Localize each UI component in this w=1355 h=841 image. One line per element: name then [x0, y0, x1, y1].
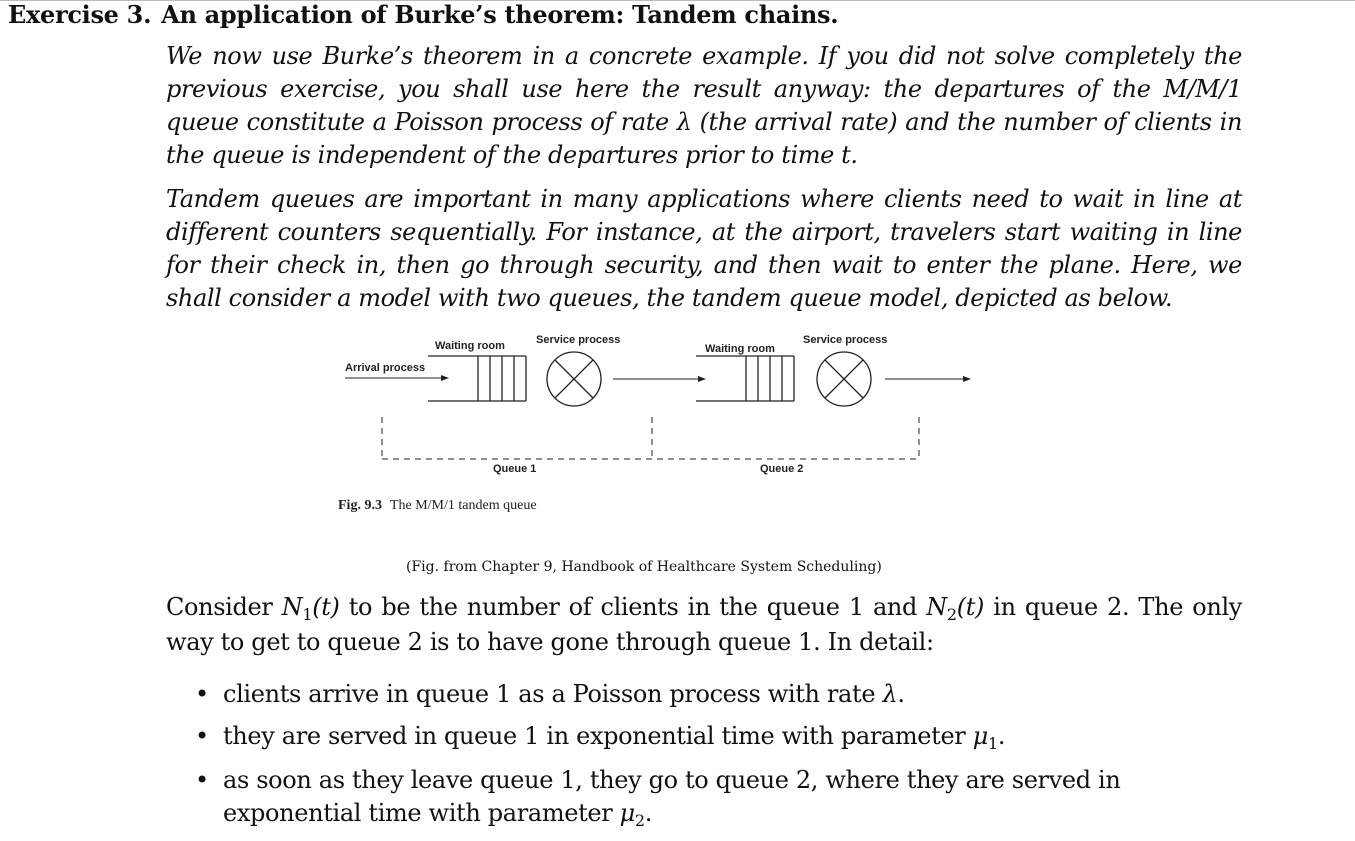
exercise-title: An application of Burke’s theorem: Tandem chains. [161, 0, 839, 29]
consider-text-1: Consider [166, 593, 282, 621]
service-process-2-label: Service process [803, 334, 888, 346]
figure-caption-text: The M/M/1 tandem queue [389, 498, 537, 513]
queue-boundaries [382, 417, 919, 459]
list-item: • they are served in queue 1 in exponential time with parameter $\mu_1$. [195, 720, 1245, 755]
service-process-1-label: Service process [536, 334, 621, 346]
tandem-paragraph: Tandem queues are important in many applications where clients need to wait in line at different counters sequentially. For instance, at the airport, travelers start waiting in line for their check in, then go through security, and then wait to enter the plane. Here, we shall consider a model with two queues, the tandem queue model, depicted as below. [166, 185, 1242, 312]
list-item: • as soon as they leave queue 1, they go to queue 2, where they are served in exponential time with parameter $\mu_2$. [195, 764, 1245, 832]
exercise-heading [8, 0, 838, 29]
service-process-1-icon [547, 352, 601, 406]
tandem-queue-figure [330, 325, 990, 525]
queue-2-label: Queue 2 [760, 463, 804, 475]
consider-text-3: in queue 2. The only way to get to queue 2 is to have gone through queue 1. In detail: [166, 593, 1242, 656]
figure-caption-number: Fig. 9.3 [338, 498, 382, 513]
intro-paragraph: We now use Burke’s theorem in a concrete example. If you did not solve completely the previous exercise, you shall use here the result anyway: the departures of the M/M/1 queue constitute a Poisson process of rate λ (the arrival rate) and the number of clients in the queue is independent of the departures prior to time t. [166, 42, 1242, 169]
queue-1-label: Queue 1 [493, 463, 537, 475]
service-process-2-icon [817, 352, 871, 406]
n1-symbol: $N_1(t)$ [281, 593, 340, 624]
consider-paragraph [166, 591, 1242, 659]
waiting-room-2-label: Waiting room [705, 343, 775, 355]
figure-caption [338, 498, 537, 513]
n2-symbol: $N_2(t)$ [926, 593, 985, 624]
detail-list [195, 678, 1245, 841]
consider-text-2: to be the number of clients in the queue 1 and [339, 593, 927, 621]
source-caption: (Fig. from Chapter 9, Handbook of Healthcare System Scheduling) [406, 559, 882, 575]
exercise-number: Exercise 3. [8, 0, 152, 29]
waiting-room-2 [696, 356, 794, 401]
list-item: • clients arrive in queue 1 as a Poisson process with rate λ. [195, 678, 1245, 711]
waiting-room-1-label: Waiting room [435, 340, 505, 352]
arrival-process-label: Arrival process [345, 362, 426, 374]
